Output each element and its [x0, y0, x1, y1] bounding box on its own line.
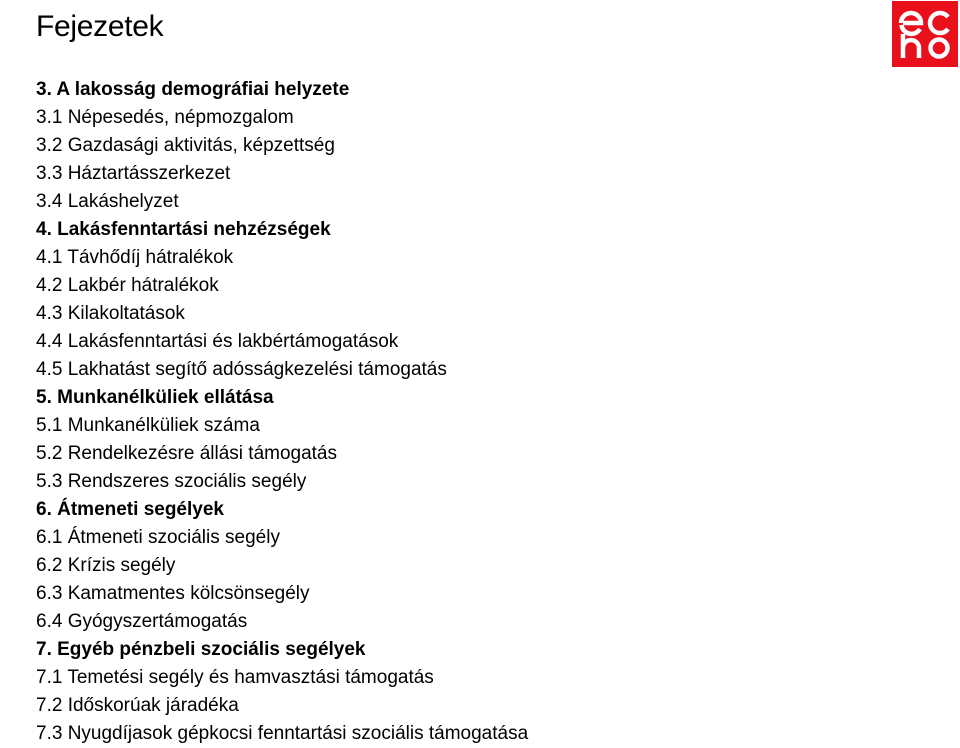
toc-item: 3.3 Háztartásszerkezet: [36, 163, 231, 184]
table-of-contents: [36, 76, 528, 748]
toc-item: 4. Lakásfenntartási nehzézségek: [36, 219, 331, 240]
toc-item: 4.1 Távhődíj hátralékok: [36, 247, 234, 268]
toc-item: 4.4 Lakásfenntartási és lakbértámogatások: [36, 331, 399, 352]
toc-item: 6. Átmeneti segélyek: [36, 499, 224, 520]
toc-item: 6.2 Krízis segély: [36, 555, 176, 576]
toc-item: 5.1 Munkanélküliek száma: [36, 415, 260, 436]
toc-item: 4.2 Lakbér hátralékok: [36, 275, 219, 296]
toc-item: 7.2 Időskorúak járadéka: [36, 695, 239, 716]
toc-item: 5. Munkanélküliek ellátása: [36, 387, 274, 408]
page-title: Fejezetek: [36, 10, 164, 43]
toc-item: 5.3 Rendszeres szociális segély: [36, 471, 307, 492]
toc-item: 3.2 Gazdasági aktivitás, képzettség: [36, 135, 335, 156]
toc-item: 4.3 Kilakoltatások: [36, 303, 185, 324]
toc-item: 6.3 Kamatmentes kölcsönsegély: [36, 583, 310, 604]
toc-item: 7.1 Temetési segély és hamvasztási támogatás: [36, 667, 434, 688]
echo-logo: [892, 1, 958, 67]
toc-item: 7. Egyéb pénzbeli szociális segélyek: [36, 639, 366, 660]
toc-item: 6.1 Átmeneti szociális segély: [36, 527, 280, 548]
toc-item: 5.2 Rendelkezésre állási támogatás: [36, 443, 338, 464]
toc-item: 4.5 Lakhatást segítő adósságkezelési támogatás: [36, 359, 447, 380]
toc-item: 7.3 Nyugdíjasok gépkocsi fenntartási szociális támogatása: [36, 723, 529, 744]
toc-item: 3.1 Népesedés, népmozgalom: [36, 107, 294, 128]
toc-item: 6.4 Gyógyszertámogatás: [36, 611, 248, 632]
toc-item: 3.4 Lakáshelyzet: [36, 191, 179, 212]
toc-item: 3. A lakosság demográfiai helyzete: [36, 79, 350, 100]
